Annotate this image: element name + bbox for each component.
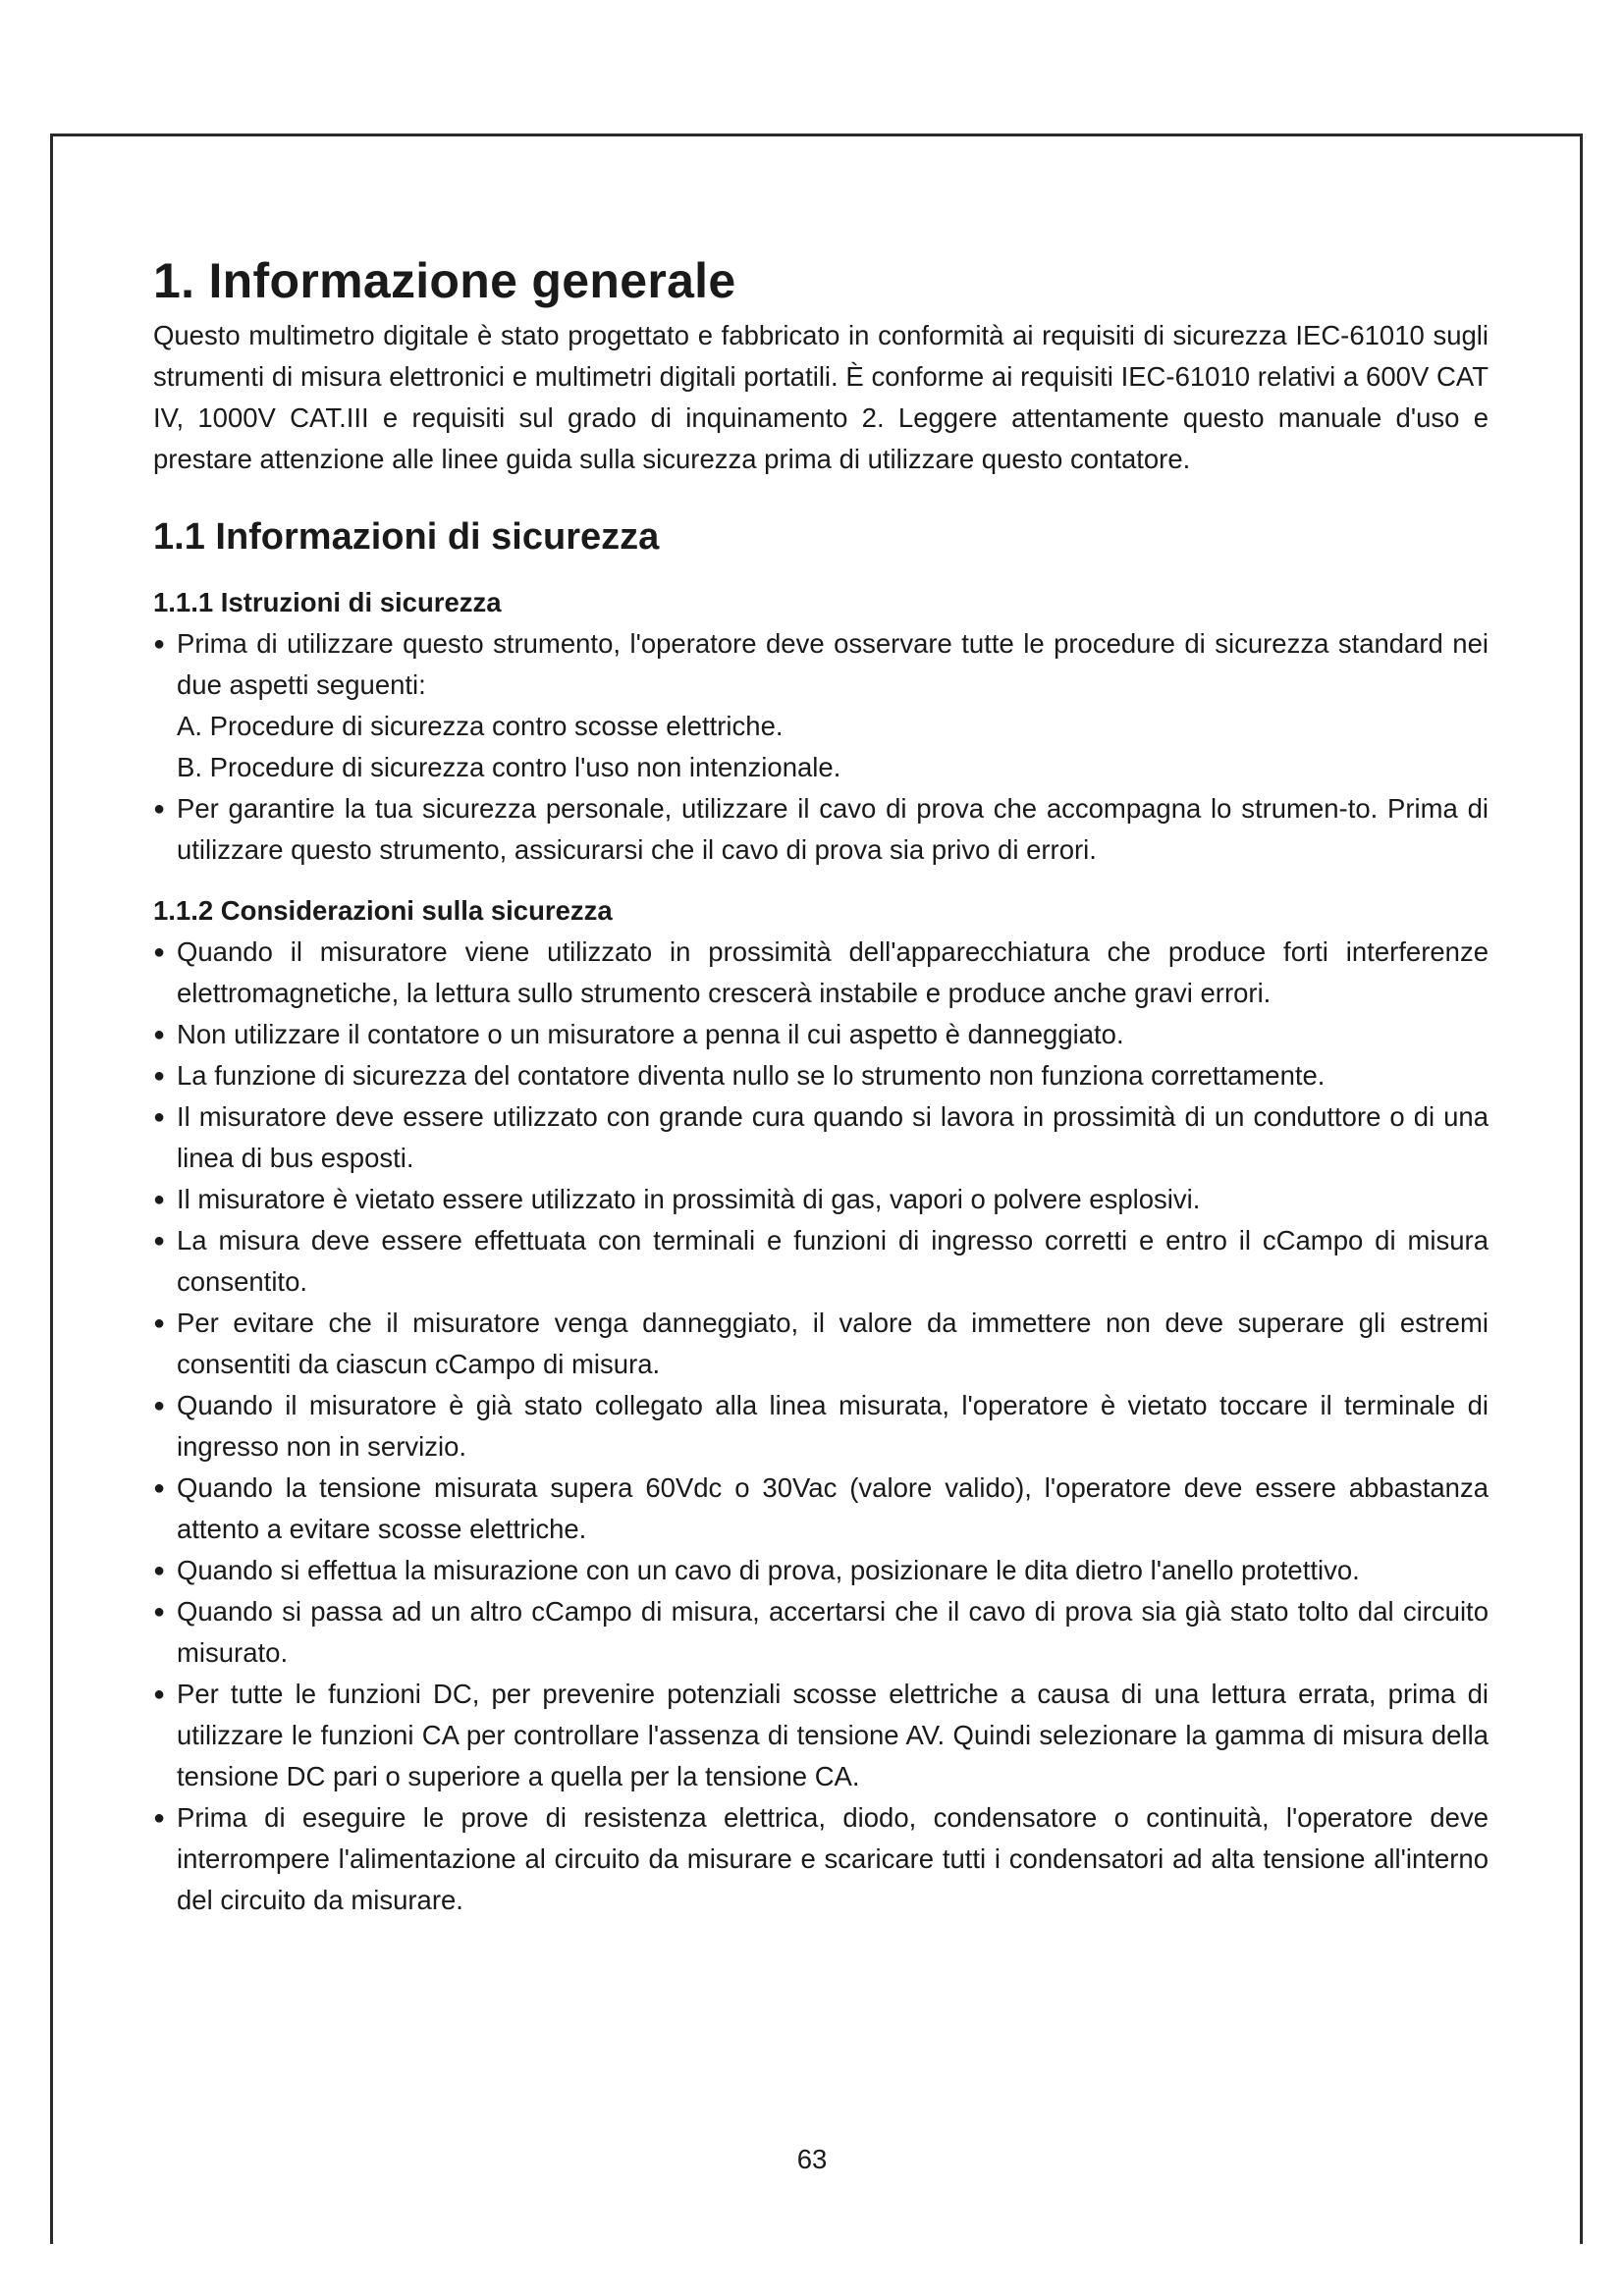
list-item-text: Prima di eseguire le prove di resistenza elettrica, diodo, condensatore o continuità, l'operatore deve interrompere l'alimentazione al circuito da misurare e scaricare tutti i condensatori ad alta tensione all'interno del circuito da misurare. <box>177 1802 1489 1915</box>
list-item-text: Il misuratore è vietato essere utilizzato in prossimità di gas, vapori o polvere esplosivi. <box>177 1184 1201 1214</box>
bullet-icon: ● <box>153 1601 166 1623</box>
list-item-text: Quando si passa ad un altro cCampo di misura, accertarsi che il cavo di prova sia già stato tolto dal circuito misurato. <box>177 1596 1489 1668</box>
bullet-icon: ● <box>153 1477 166 1499</box>
list-item <box>153 1674 1489 1797</box>
page-title: 1. Informazione generale <box>153 253 736 308</box>
list-subitem <box>153 706 1489 747</box>
bullet-icon: ● <box>153 1230 166 1252</box>
page-border-left <box>50 133 53 2244</box>
list-item-text: Non utilizzare il contatore o un misuratore a penna il cui aspetto è danneggiato. <box>177 1019 1124 1049</box>
list-item-text: Il misuratore deve essere utilizzato con grande cura quando si lavora in prossimità di un conduttore o di una linea di bus esposti. <box>177 1101 1489 1173</box>
bullet-icon: ● <box>153 1024 166 1045</box>
list-item <box>153 1055 1489 1096</box>
subsection-heading-safety-instructions: 1.1.1 Istruzioni di sicurezza <box>153 587 502 617</box>
bullet-icon: ● <box>153 1065 166 1087</box>
section-heading-safety-info: 1.1 Informazioni di sicurezza <box>153 516 660 558</box>
bullet-icon: ● <box>153 1189 166 1210</box>
list-item <box>153 1014 1489 1055</box>
list-item <box>153 623 1489 706</box>
list-item <box>153 1385 1489 1468</box>
subsection-heading-safety-considerations: 1.1.2 Considerazioni sulla sicurezza <box>153 895 613 926</box>
safety-considerations-list <box>153 932 1489 1921</box>
list-item-text: Quando si effettua la misurazione con un cavo di prova, posizionare le dita dietro l'anello protettivo. <box>177 1555 1360 1585</box>
list-item <box>153 1096 1489 1179</box>
list-subitem-text: B. Procedure di sicurezza contro l'uso non intenzionale. <box>177 752 841 782</box>
bullet-icon: ● <box>153 1807 166 1829</box>
list-item-text: La funzione di sicurezza del contatore diventa nullo se lo strumento non funziona correttamente. <box>177 1060 1326 1091</box>
bullet-icon: ● <box>153 941 166 963</box>
list-item <box>153 1591 1489 1674</box>
intro-paragraph: Questo multimetro digitale è stato progettato e fabbricato in conformità ai requisiti di sicurezza IEC-61010 sugli strumenti di misura elettronici e multimetri digitali portatili. È conforme ai requisiti IEC-61010 relativi a 600V CAT IV, 1000V CAT.III e requisiti sul grado di inquinamento 2. Leggere attentamente questo manuale d'uso e prestare attenzione alle linee guida sulla sicurezza prima di utilizzare questo contatore. <box>153 320 1489 474</box>
bullet-icon: ● <box>153 1683 166 1705</box>
list-item-text: Per evitare che il misuratore venga danneggiato, il valore da immettere non deve superare gli estremi consentiti da ciascun cCampo di misura. <box>177 1308 1489 1379</box>
list-item <box>153 1797 1489 1921</box>
list-item-text: La misura deve essere effettuata con terminali e funzioni di ingresso corretti e entro il cCampo di misura consentito. <box>177 1225 1489 1297</box>
list-item-text: Per tutte le funzioni DC, per prevenire potenziali scosse elettriche a causa di una lettura errata, prima di utilizzare le funzioni CA per controllare l'assenza di tensione AV. Quindi selezionare la gamma di misura della tensione DC pari o superiore a quella per la tensione CA. <box>177 1679 1489 1791</box>
bullet-icon: ● <box>153 1312 166 1334</box>
page-border-right <box>1580 133 1583 2244</box>
list-item <box>153 1220 1489 1303</box>
list-subitem-text: A. Procedure di sicurezza contro scosse elettriche. <box>177 711 784 741</box>
list-item-text: Quando il misuratore viene utilizzato in prossimità dell'apparecchiatura che produce forti interferenze elettromagnetiche, la lettura sullo strumento crescerà instabile e produce anche gravi errori. <box>177 936 1489 1008</box>
list-item-text: Prima di utilizzare questo strumento, l'operatore deve osservare tutte le procedure di sicurezza standard nei due aspetti seguenti: <box>177 628 1489 700</box>
list-item <box>153 932 1489 1014</box>
page-content <box>153 250 1489 1921</box>
list-item-text: Quando la tensione misurata supera 60Vdc o 30Vac (valore valido), l'operatore deve essere abbastanza attento a evitare scosse elettriche. <box>177 1472 1489 1544</box>
bullet-icon: ● <box>153 1560 166 1581</box>
list-item <box>153 1550 1489 1591</box>
list-subitem <box>153 747 1489 788</box>
list-item-text: Quando il misuratore è già stato collegato alla linea misurata, l'operatore è vietato toccare il terminale di ingresso non in servizio. <box>177 1390 1489 1462</box>
list-item <box>153 1179 1489 1220</box>
list-item-text: Per garantire la tua sicurezza personale, utilizzare il cavo di prova che accompagna lo strumen-to. Prima di utilizzare questo strumento, assicurarsi che il cavo di prova sia privo di errori. <box>177 793 1489 865</box>
page-number: 63 <box>796 2144 828 2174</box>
bullet-icon: ● <box>153 1395 166 1416</box>
page-border-top <box>50 133 1583 136</box>
bullet-icon: ● <box>153 798 166 820</box>
list-item <box>153 788 1489 871</box>
list-item <box>153 1303 1489 1385</box>
list-item <box>153 1468 1489 1550</box>
bullet-icon: ● <box>153 633 166 655</box>
bullet-icon: ● <box>153 1106 166 1128</box>
safety-instructions-list <box>153 623 1489 871</box>
